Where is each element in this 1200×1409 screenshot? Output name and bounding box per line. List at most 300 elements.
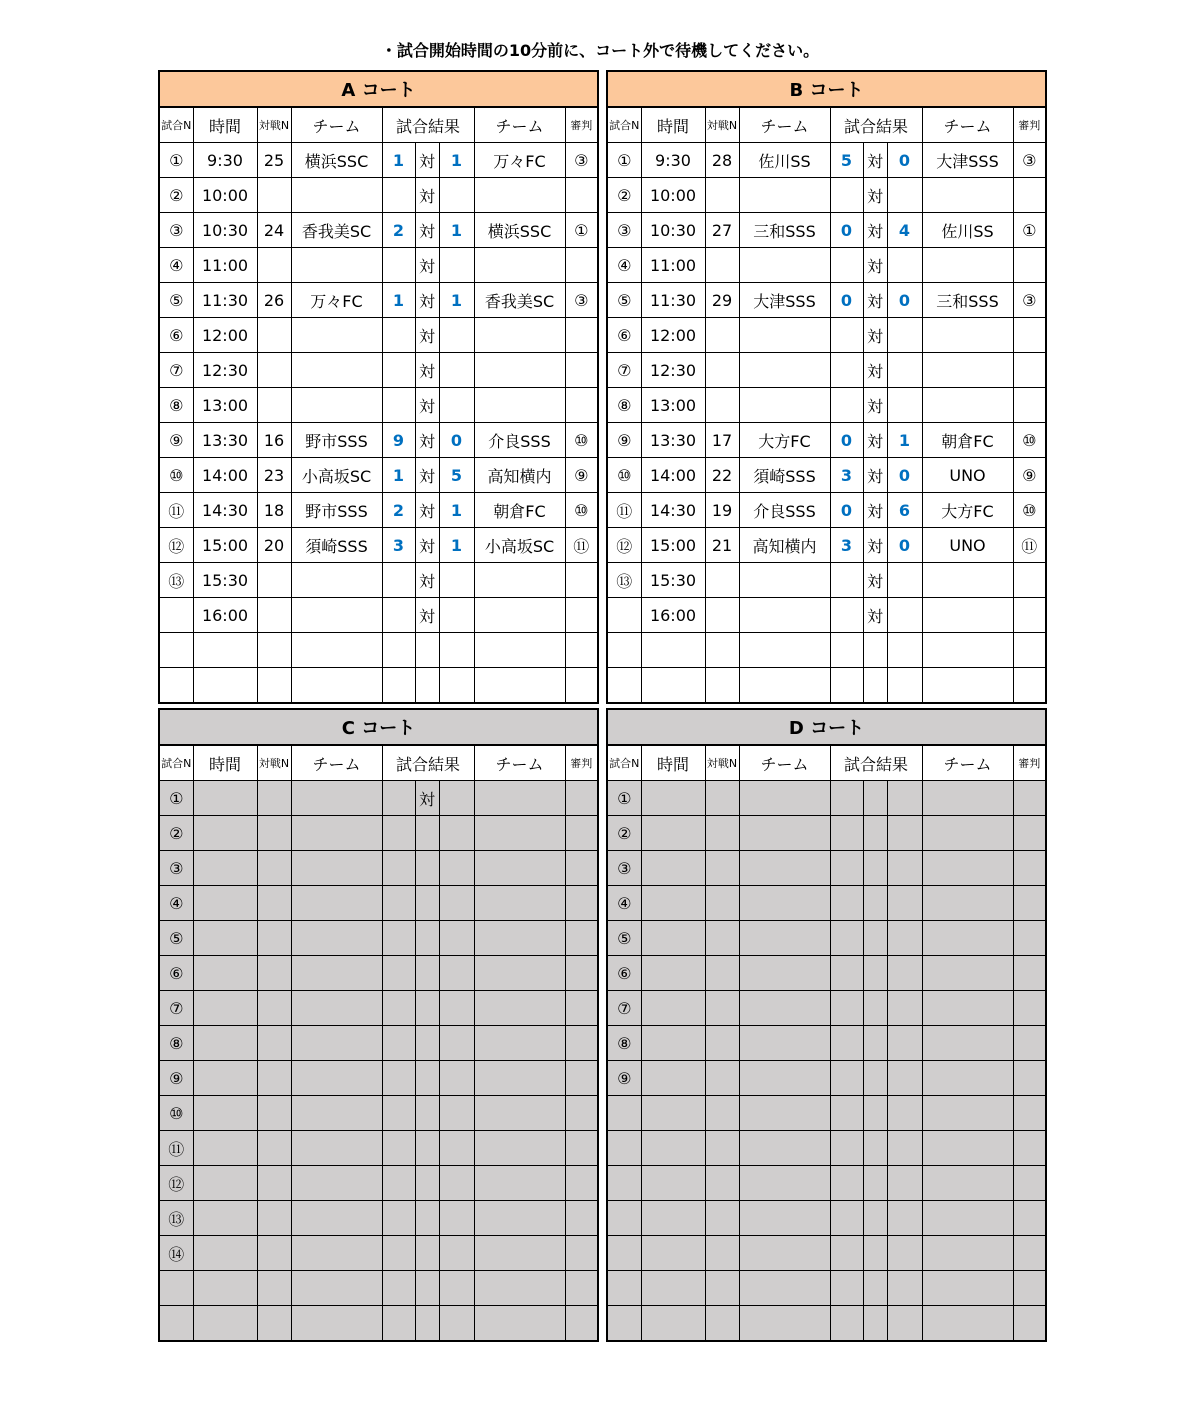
referee: ③ — [565, 283, 598, 318]
vs-label — [863, 1026, 887, 1061]
referee — [565, 816, 598, 851]
referee — [1013, 668, 1046, 704]
score-1 — [830, 886, 863, 921]
team-2 — [474, 1131, 565, 1166]
time-cell — [641, 1201, 705, 1236]
time-cell — [193, 991, 257, 1026]
match-number: ② — [607, 816, 641, 851]
team-1: 小高坂SC — [291, 458, 382, 493]
team-2: 三和SSS — [922, 283, 1013, 318]
score-1 — [382, 1096, 415, 1131]
referee: ⑩ — [565, 493, 598, 528]
score-2 — [887, 1026, 922, 1061]
time-cell — [641, 1166, 705, 1201]
match-number: ⑧ — [159, 388, 193, 423]
team-1 — [291, 1271, 382, 1306]
time-cell: 11:00 — [641, 248, 705, 283]
vs-number — [257, 1306, 291, 1342]
table-row — [607, 816, 1046, 851]
court-table-b — [606, 70, 1047, 704]
score-2 — [887, 886, 922, 921]
score-1: 0 — [830, 423, 863, 458]
referee — [565, 598, 598, 633]
team-1 — [739, 178, 830, 213]
table-row — [159, 851, 598, 886]
vs-label — [415, 1236, 439, 1271]
time-cell — [193, 1306, 257, 1342]
score-2: 0 — [887, 528, 922, 563]
score-1: 1 — [382, 283, 415, 318]
vs-label — [863, 1201, 887, 1236]
table-row — [159, 991, 598, 1026]
match-number: ⑫ — [159, 528, 193, 563]
referee — [565, 1166, 598, 1201]
team-1 — [291, 1166, 382, 1201]
referee — [565, 991, 598, 1026]
referee — [565, 1061, 598, 1096]
vs-number — [705, 1201, 739, 1236]
match-number: ⑬ — [159, 1201, 193, 1236]
team-1: 万々FC — [291, 283, 382, 318]
match-number: ② — [159, 816, 193, 851]
team-1: 佐川SS — [739, 143, 830, 178]
vs-number — [257, 956, 291, 991]
score-2 — [887, 1131, 922, 1166]
team-2 — [922, 598, 1013, 633]
team-1 — [291, 318, 382, 353]
team-1 — [739, 388, 830, 423]
time-cell: 14:00 — [641, 458, 705, 493]
vs-number — [705, 388, 739, 423]
table-row — [159, 598, 598, 633]
time-cell — [193, 1096, 257, 1131]
team-2: 朝倉FC — [922, 423, 1013, 458]
score-1 — [382, 1271, 415, 1306]
score-2 — [439, 563, 474, 598]
table-row — [607, 1201, 1046, 1236]
vs-label — [863, 921, 887, 956]
team-2 — [922, 1061, 1013, 1096]
referee: ⑩ — [1013, 423, 1046, 458]
match-number: ⑥ — [159, 956, 193, 991]
header-match-no: 試合N — [159, 107, 193, 143]
team-1 — [739, 1236, 830, 1271]
team-1: 高知横内 — [739, 528, 830, 563]
score-2 — [887, 851, 922, 886]
time-cell: 12:30 — [193, 353, 257, 388]
vs-number — [257, 388, 291, 423]
score-1 — [830, 178, 863, 213]
score-1 — [830, 318, 863, 353]
header-time: 時間 — [193, 107, 257, 143]
time-cell — [641, 668, 705, 704]
table-row — [159, 1201, 598, 1236]
table-row — [607, 668, 1046, 704]
team-2 — [922, 563, 1013, 598]
header-vs-no: 対戦N — [705, 745, 739, 781]
vs-label: 対 — [415, 423, 439, 458]
team-1 — [291, 956, 382, 991]
score-2 — [439, 388, 474, 423]
team-2: 佐川SS — [922, 213, 1013, 248]
header-team-2: チーム — [474, 107, 565, 143]
referee — [565, 1026, 598, 1061]
vs-label — [415, 668, 439, 704]
vs-number — [705, 781, 739, 816]
referee — [1013, 248, 1046, 283]
time-cell — [641, 991, 705, 1026]
match-number — [607, 1201, 641, 1236]
team-2 — [922, 1026, 1013, 1061]
score-2 — [439, 1061, 474, 1096]
vs-number — [257, 598, 291, 633]
vs-number — [257, 921, 291, 956]
team-2 — [922, 991, 1013, 1026]
team-1 — [291, 886, 382, 921]
score-2 — [887, 353, 922, 388]
score-2: 5 — [439, 458, 474, 493]
referee — [565, 886, 598, 921]
vs-number — [257, 1271, 291, 1306]
score-2 — [887, 956, 922, 991]
header-referee: 審判 — [565, 745, 598, 781]
time-cell — [193, 816, 257, 851]
table-row — [159, 143, 598, 178]
team-1 — [739, 851, 830, 886]
match-number: ⑦ — [159, 991, 193, 1026]
score-1 — [830, 781, 863, 816]
table-row — [159, 633, 598, 668]
team-2 — [474, 353, 565, 388]
time-cell — [641, 1026, 705, 1061]
referee — [1013, 1201, 1046, 1236]
vs-label: 対 — [415, 213, 439, 248]
header-result: 試合結果 — [382, 745, 474, 781]
table-row — [159, 213, 598, 248]
time-cell — [193, 1026, 257, 1061]
referee — [565, 318, 598, 353]
match-number: ③ — [159, 213, 193, 248]
referee: ⑨ — [565, 458, 598, 493]
referee: ① — [1013, 213, 1046, 248]
time-cell: 11:30 — [641, 283, 705, 318]
table-row — [159, 528, 598, 563]
vs-label — [415, 1026, 439, 1061]
table-row — [607, 318, 1046, 353]
score-1 — [830, 388, 863, 423]
vs-number — [705, 563, 739, 598]
score-2 — [439, 318, 474, 353]
team-1 — [291, 1061, 382, 1096]
vs-number — [257, 1166, 291, 1201]
team-2 — [922, 956, 1013, 991]
team-2 — [922, 1271, 1013, 1306]
match-number: ① — [607, 781, 641, 816]
score-1 — [382, 178, 415, 213]
score-1 — [830, 851, 863, 886]
referee — [1013, 388, 1046, 423]
match-number: ⑩ — [607, 458, 641, 493]
vs-number: 28 — [705, 143, 739, 178]
score-1 — [830, 1166, 863, 1201]
score-1 — [830, 991, 863, 1026]
match-number: ⑧ — [159, 1026, 193, 1061]
vs-label: 対 — [863, 388, 887, 423]
team-1 — [291, 598, 382, 633]
vs-label — [863, 956, 887, 991]
time-cell: 15:00 — [641, 528, 705, 563]
score-2: 1 — [439, 213, 474, 248]
team-1: 大方FC — [739, 423, 830, 458]
header-match-no: 試合N — [607, 107, 641, 143]
score-2 — [439, 816, 474, 851]
team-1: 大津SSS — [739, 283, 830, 318]
table-row — [607, 1306, 1046, 1342]
team-1 — [291, 1131, 382, 1166]
table-row — [159, 1271, 598, 1306]
referee: ⑨ — [1013, 458, 1046, 493]
team-1: 野市SSS — [291, 423, 382, 458]
match-number: ⑪ — [159, 493, 193, 528]
vs-number: 17 — [705, 423, 739, 458]
team-2 — [922, 178, 1013, 213]
match-number: ⑩ — [159, 458, 193, 493]
time-cell — [193, 956, 257, 991]
score-1 — [830, 1271, 863, 1306]
header-vs-no: 対戦N — [257, 107, 291, 143]
team-2 — [922, 1201, 1013, 1236]
score-1 — [382, 781, 415, 816]
score-1 — [382, 353, 415, 388]
score-2 — [439, 956, 474, 991]
team-2 — [922, 851, 1013, 886]
table-row — [607, 458, 1046, 493]
vs-number — [257, 563, 291, 598]
time-cell — [641, 1236, 705, 1271]
vs-label — [415, 1166, 439, 1201]
header-time: 時間 — [641, 107, 705, 143]
header-team-1: チーム — [291, 745, 382, 781]
score-2: 1 — [439, 143, 474, 178]
vs-label: 対 — [415, 353, 439, 388]
header-team-2: チーム — [922, 107, 1013, 143]
table-row — [607, 423, 1046, 458]
score-2 — [887, 668, 922, 704]
vs-number: 25 — [257, 143, 291, 178]
vs-number — [705, 1236, 739, 1271]
score-1 — [382, 563, 415, 598]
team-1 — [739, 1166, 830, 1201]
match-number — [159, 668, 193, 704]
time-cell: 12:00 — [193, 318, 257, 353]
score-1 — [830, 1201, 863, 1236]
score-1 — [830, 1026, 863, 1061]
header-time: 時間 — [193, 745, 257, 781]
match-number: ⑨ — [159, 423, 193, 458]
time-cell: 14:30 — [641, 493, 705, 528]
vs-label — [863, 991, 887, 1026]
match-number: ③ — [607, 851, 641, 886]
vs-number — [705, 1306, 739, 1342]
score-2 — [887, 781, 922, 816]
score-2 — [887, 1166, 922, 1201]
vs-number — [257, 1096, 291, 1131]
table-row — [607, 213, 1046, 248]
time-cell: 15:00 — [193, 528, 257, 563]
table-row — [159, 178, 598, 213]
vs-number: 27 — [705, 213, 739, 248]
score-2 — [439, 781, 474, 816]
header-result: 試合結果 — [382, 107, 474, 143]
match-number: ⑨ — [159, 1061, 193, 1096]
vs-label: 対 — [415, 493, 439, 528]
header-result: 試合結果 — [830, 107, 922, 143]
vs-label: 対 — [415, 318, 439, 353]
vs-number — [705, 886, 739, 921]
team-1 — [291, 991, 382, 1026]
vs-number — [257, 668, 291, 704]
team-1 — [739, 1271, 830, 1306]
referee — [1013, 991, 1046, 1026]
time-cell — [193, 1236, 257, 1271]
referee — [565, 248, 598, 283]
team-2 — [922, 668, 1013, 704]
team-1: 須崎SSS — [739, 458, 830, 493]
table-row — [159, 563, 598, 598]
vs-number — [705, 816, 739, 851]
vs-label: 対 — [863, 248, 887, 283]
team-2 — [922, 1131, 1013, 1166]
score-1 — [830, 353, 863, 388]
time-cell — [193, 781, 257, 816]
match-number: ⑧ — [607, 388, 641, 423]
vs-label — [415, 921, 439, 956]
vs-number — [705, 956, 739, 991]
team-1 — [739, 1026, 830, 1061]
court-title: A コート — [159, 71, 598, 107]
vs-label — [415, 956, 439, 991]
table-row — [607, 921, 1046, 956]
score-1: 5 — [830, 143, 863, 178]
vs-label: 対 — [863, 423, 887, 458]
vs-label — [863, 668, 887, 704]
score-1 — [382, 1306, 415, 1342]
referee — [565, 956, 598, 991]
score-2 — [439, 248, 474, 283]
time-cell — [641, 816, 705, 851]
table-row — [607, 991, 1046, 1026]
team-2: 万々FC — [474, 143, 565, 178]
vs-number — [705, 248, 739, 283]
vs-number: 29 — [705, 283, 739, 318]
time-cell — [193, 1131, 257, 1166]
referee — [1013, 1096, 1046, 1131]
match-number — [159, 1271, 193, 1306]
score-1: 2 — [382, 213, 415, 248]
team-2 — [474, 816, 565, 851]
team-1 — [739, 1061, 830, 1096]
referee — [1013, 563, 1046, 598]
team-2 — [474, 1236, 565, 1271]
referee — [1013, 851, 1046, 886]
score-1 — [830, 816, 863, 851]
referee — [1013, 1306, 1046, 1342]
time-cell — [641, 1271, 705, 1306]
team-1 — [291, 1236, 382, 1271]
vs-label: 対 — [863, 353, 887, 388]
score-2: 0 — [887, 283, 922, 318]
team-2 — [474, 178, 565, 213]
team-1 — [739, 886, 830, 921]
vs-label — [415, 1306, 439, 1342]
team-2 — [922, 921, 1013, 956]
team-1 — [291, 668, 382, 704]
time-cell — [193, 1061, 257, 1096]
referee — [565, 1306, 598, 1342]
vs-number: 21 — [705, 528, 739, 563]
score-1 — [830, 1236, 863, 1271]
score-1 — [382, 633, 415, 668]
vs-label: 対 — [863, 143, 887, 178]
team-2 — [922, 248, 1013, 283]
team-2 — [474, 633, 565, 668]
match-number: ⑪ — [607, 493, 641, 528]
team-2 — [474, 1166, 565, 1201]
table-row — [159, 1096, 598, 1131]
team-2: 横浜SSC — [474, 213, 565, 248]
score-1 — [830, 921, 863, 956]
team-1 — [739, 921, 830, 956]
match-number — [159, 633, 193, 668]
score-1: 0 — [830, 493, 863, 528]
referee — [565, 633, 598, 668]
team-1 — [291, 1096, 382, 1131]
referee — [565, 563, 598, 598]
vs-label: 対 — [415, 283, 439, 318]
table-row — [607, 1166, 1046, 1201]
score-1 — [830, 1096, 863, 1131]
vs-label — [415, 1201, 439, 1236]
score-1 — [830, 633, 863, 668]
team-1 — [739, 598, 830, 633]
vs-number — [705, 633, 739, 668]
table-row — [607, 886, 1046, 921]
score-2 — [439, 1026, 474, 1061]
match-number: ② — [159, 178, 193, 213]
vs-label: 対 — [863, 213, 887, 248]
match-number: ① — [607, 143, 641, 178]
match-number: ⑬ — [159, 563, 193, 598]
referee: ③ — [1013, 283, 1046, 318]
vs-number — [705, 668, 739, 704]
team-1 — [291, 563, 382, 598]
table-row — [607, 528, 1046, 563]
match-number: ⑩ — [159, 1096, 193, 1131]
table-row — [159, 388, 598, 423]
referee — [1013, 353, 1046, 388]
vs-number — [257, 1061, 291, 1096]
vs-label — [415, 1096, 439, 1131]
team-2: 介良SSS — [474, 423, 565, 458]
match-number: ⑤ — [607, 283, 641, 318]
score-2 — [439, 1131, 474, 1166]
time-cell: 16:00 — [193, 598, 257, 633]
score-1: 0 — [830, 283, 863, 318]
vs-label — [863, 633, 887, 668]
team-1 — [739, 991, 830, 1026]
team-1 — [739, 1131, 830, 1166]
header-vs-no: 対戦N — [705, 107, 739, 143]
